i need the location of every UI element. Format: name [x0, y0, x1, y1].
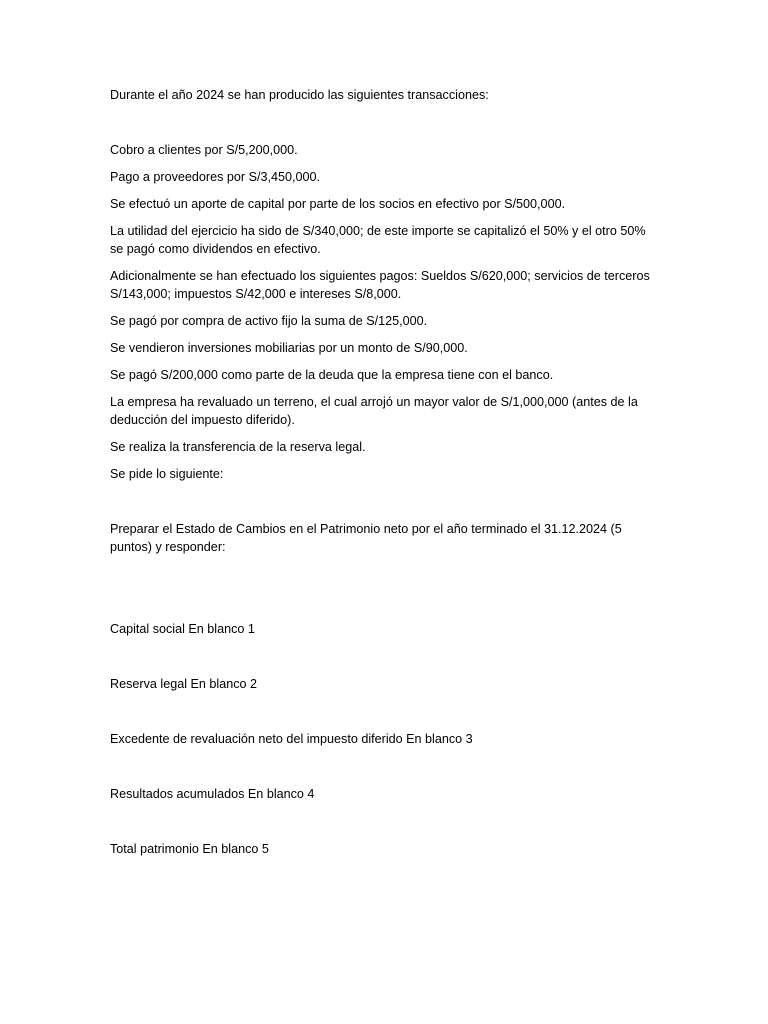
- transaction-item: La empresa ha revaluado un terreno, el cual arrojó un mayor valor de S/1,000,000 (antes de la deducción del impuesto diferido).: [110, 395, 638, 427]
- transaction-item: Se realiza la transferencia de la reserva legal.: [110, 440, 366, 454]
- transaction-item: Pago a proveedores por S/3,450,000.: [110, 170, 321, 184]
- document-body: [110, 86, 658, 858]
- transaction-item: Se efectuó un aporte de capital por parte de los socios en efectivo por S/500,000.: [110, 197, 566, 211]
- request-heading: Se pide lo siguiente:: [110, 467, 224, 481]
- transaction-item: La utilidad del ejercicio ha sido de S/340,000; de este importe se capitalizó el 50% y el otro 50% se pagó como dividendos en efectivo.: [110, 224, 646, 256]
- transaction-item: Se vendieron inversiones mobiliarias por un monto de S/90,000.: [110, 341, 468, 355]
- blank-total-patrimonio[interactable]: Total patrimonio En blanco 5: [110, 842, 269, 856]
- answer-blanks: [110, 620, 658, 858]
- blank-reserva-legal[interactable]: Reserva legal En blanco 2: [110, 677, 258, 691]
- task-paragraph: Preparar el Estado de Cambios en el Patrimonio neto por el año terminado el 31.12.2024 (5 puntos) y responder:: [110, 522, 622, 554]
- intro-paragraph: Durante el año 2024 se han producido las siguientes transacciones:: [110, 88, 489, 102]
- blank-capital-social[interactable]: Capital social En blanco 1: [110, 622, 255, 636]
- transaction-item: Adicionalmente se han efectuado los siguientes pagos: Sueldos S/620,000; servicios de terceros S/143,000; impuestos S/42,000 e intereses S/8,000.: [110, 269, 650, 301]
- transaction-item: Se pagó por compra de activo fijo la suma de S/125,000.: [110, 314, 428, 328]
- transaction-item: Cobro a clientes por S/5,200,000.: [110, 143, 298, 157]
- blank-excedente-revaluacion[interactable]: Excedente de revaluación neto del impuesto diferido En blanco 3: [110, 732, 473, 746]
- blank-resultados-acumulados[interactable]: Resultados acumulados En blanco 4: [110, 787, 315, 801]
- transaction-item: Se pagó S/200,000 como parte de la deuda que la empresa tiene con el banco.: [110, 368, 554, 382]
